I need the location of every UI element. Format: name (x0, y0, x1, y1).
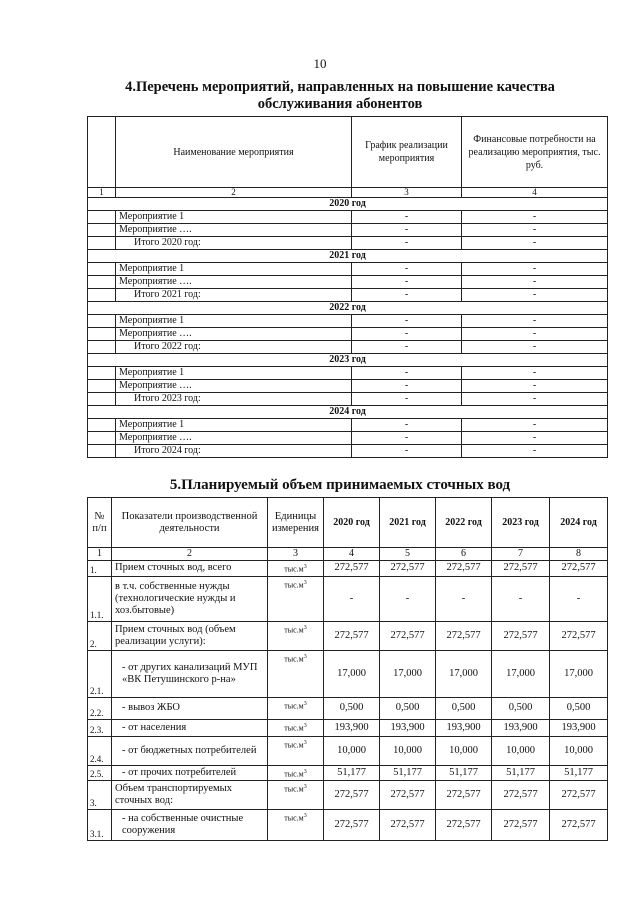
year-value: 272,577 (380, 561, 436, 577)
year-value: 272,577 (492, 561, 550, 577)
measure-finance: - (462, 419, 608, 432)
header-schedule: График реализации мероприятия (352, 117, 462, 188)
volume-col-numbers (88, 548, 608, 561)
unit-superscript: 3 (303, 813, 307, 820)
unit-text: тыс.м (284, 769, 304, 779)
year-value: 272,577 (380, 621, 436, 650)
year-value: 193,900 (550, 719, 608, 736)
row-blank (88, 328, 116, 341)
measure-name: Мероприятие 1 (116, 419, 352, 432)
measure-name: Мероприятие 1 (116, 367, 352, 380)
volume-row (88, 576, 608, 621)
measure-schedule: - (352, 328, 462, 341)
measure-schedule: - (352, 224, 462, 237)
unit-text: тыс.м (284, 654, 304, 664)
measure-schedule: - (352, 289, 462, 302)
year-value: 272,577 (550, 621, 608, 650)
row-number: 3.1. (88, 810, 112, 841)
measure-row (88, 315, 608, 328)
unit-cell (268, 765, 324, 781)
year-value: 17,000 (550, 650, 608, 697)
year-label: 2024 год (88, 406, 608, 419)
volume-row (88, 765, 608, 781)
measure-finance: - (462, 445, 608, 458)
measure-row (88, 367, 608, 380)
header-no: № п/п (88, 498, 112, 548)
row-blank (88, 367, 116, 380)
measure-row (88, 445, 608, 458)
volume-row (88, 650, 608, 697)
year-value: 17,000 (436, 650, 492, 697)
measure-name: Итого 2024 год: (116, 445, 352, 458)
unit-text: тыс.м (284, 625, 304, 635)
section5-title: 5.Планируемый объем принимаемых сточных вод (169, 477, 511, 493)
measure-schedule: - (352, 237, 462, 250)
col-number: 1 (88, 188, 116, 198)
year-value: 10,000 (380, 736, 436, 765)
row-blank (88, 393, 116, 406)
row-blank (88, 419, 116, 432)
unit-cell (268, 650, 324, 697)
col-number: 7 (492, 548, 550, 561)
unit-cell (268, 576, 324, 621)
year-group-row (88, 198, 608, 211)
unit-superscript: 3 (303, 653, 307, 660)
measure-name: Итого 2022 год: (116, 341, 352, 354)
header-year: 2024 год (550, 498, 608, 548)
measure-row (88, 237, 608, 250)
year-value: 272,577 (436, 810, 492, 841)
year-value: 272,577 (324, 810, 380, 841)
year-group-row (88, 406, 608, 419)
row-number: 1.1. (88, 576, 112, 621)
measure-schedule: - (352, 367, 462, 380)
unit-superscript: 3 (303, 739, 307, 746)
indicator-name: в т.ч. собственные нужды (технологические нужды и хоз.бытовые) (112, 576, 268, 621)
measure-schedule: - (352, 445, 462, 458)
year-value: 272,577 (550, 561, 608, 577)
year-value: 0,500 (324, 697, 380, 719)
measure-name: Мероприятие …. (116, 276, 352, 289)
header-year: 2023 год (492, 498, 550, 548)
year-group-row (88, 250, 608, 263)
measure-name: Мероприятие …. (116, 224, 352, 237)
measure-finance: - (462, 315, 608, 328)
indicator-name: Объем транспортируемых сточных вод: (112, 781, 268, 810)
section4-title-line2: обслуживания абонентов (257, 96, 423, 112)
row-number: 1. (88, 561, 112, 577)
year-group-row (88, 354, 608, 367)
year-value: - (380, 576, 436, 621)
indicator-name: - на собственные очистные сооружения (112, 810, 268, 841)
year-value: - (492, 576, 550, 621)
col-number: 5 (380, 548, 436, 561)
year-value: 272,577 (436, 781, 492, 810)
row-number: 2.3. (88, 719, 112, 736)
unit-superscript: 3 (303, 700, 307, 707)
row-blank (88, 380, 116, 393)
indicator-name: Прием сточных вод, всего (112, 561, 268, 577)
measure-schedule: - (352, 211, 462, 224)
year-value: 272,577 (324, 781, 380, 810)
row-number: 2.1. (88, 650, 112, 697)
header-year: 2022 год (436, 498, 492, 548)
measure-schedule: - (352, 393, 462, 406)
row-blank (88, 276, 116, 289)
measure-name: Мероприятие 1 (116, 263, 352, 276)
row-number: 3. (88, 781, 112, 810)
row-blank (88, 211, 116, 224)
year-value: 51,177 (550, 765, 608, 781)
year-value: 272,577 (550, 781, 608, 810)
year-value: 272,577 (492, 810, 550, 841)
unit-text: тыс.м (284, 784, 304, 794)
measure-row (88, 341, 608, 354)
section4-title (80, 79, 600, 113)
measure-finance: - (462, 276, 608, 289)
measure-finance: - (462, 393, 608, 406)
measure-name: Итого 2021 год: (116, 289, 352, 302)
measure-name: Мероприятие …. (116, 380, 352, 393)
measure-schedule: - (352, 380, 462, 393)
unit-superscript: 3 (303, 768, 307, 775)
year-value: 10,000 (550, 736, 608, 765)
year-value: 17,000 (492, 650, 550, 697)
measure-schedule: - (352, 419, 462, 432)
measure-name: Итого 2020 год: (116, 237, 352, 250)
year-value: - (324, 576, 380, 621)
measure-schedule: - (352, 276, 462, 289)
row-number: 2. (88, 621, 112, 650)
measure-name: Мероприятие …. (116, 432, 352, 445)
measure-row (88, 380, 608, 393)
row-blank (88, 263, 116, 276)
year-value: 0,500 (492, 697, 550, 719)
unit-superscript: 3 (303, 722, 307, 729)
unit-text: тыс.м (284, 813, 304, 823)
measure-name: Мероприятие 1 (116, 315, 352, 328)
indicator-name: - вывоз ЖБО (112, 697, 268, 719)
volume-row (88, 561, 608, 577)
volume-row (88, 810, 608, 841)
unit-cell (268, 736, 324, 765)
year-value: 0,500 (436, 697, 492, 719)
col-number: 3 (268, 548, 324, 561)
measure-schedule: - (352, 315, 462, 328)
year-group-row (88, 302, 608, 315)
row-blank (88, 237, 116, 250)
header-year: 2021 год (380, 498, 436, 548)
header-blank (88, 117, 116, 188)
measure-row (88, 289, 608, 302)
year-value: - (550, 576, 608, 621)
unit-superscript: 3 (303, 784, 307, 791)
indicator-name: - от других канализаций МУП «ВК Петушинского р-на» (112, 650, 268, 697)
measure-schedule: - (352, 432, 462, 445)
measure-finance: - (462, 341, 608, 354)
year-label: 2021 год (88, 250, 608, 263)
header-indicator: Показатели производственной деятельности (112, 498, 268, 548)
year-value: 51,177 (436, 765, 492, 781)
indicator-name: - от бюджетных потребителей (112, 736, 268, 765)
volume-row (88, 621, 608, 650)
header-year: 2020 год (324, 498, 380, 548)
measure-name: Мероприятие …. (116, 328, 352, 341)
row-number: 2.2. (88, 697, 112, 719)
unit-cell (268, 810, 324, 841)
measure-row (88, 419, 608, 432)
year-value: 272,577 (550, 810, 608, 841)
year-value: 193,900 (380, 719, 436, 736)
unit-text: тыс.м (284, 564, 304, 574)
measure-row (88, 328, 608, 341)
measure-name: Итого 2023 год: (116, 393, 352, 406)
measure-row (88, 393, 608, 406)
row-number: 2.5. (88, 765, 112, 781)
row-blank (88, 341, 116, 354)
year-value: 272,577 (436, 621, 492, 650)
measure-finance: - (462, 263, 608, 276)
indicator-name: - от прочих потребителей (112, 765, 268, 781)
measure-finance: - (462, 289, 608, 302)
year-value: 272,577 (324, 561, 380, 577)
measure-schedule: - (352, 263, 462, 276)
year-value: 51,177 (324, 765, 380, 781)
col-number: 3 (352, 188, 462, 198)
section4-title-line1: 4.Перечень мероприятий, направленных на повышение качества (125, 79, 555, 95)
col-number: 8 (550, 548, 608, 561)
row-blank (88, 432, 116, 445)
year-value: 51,177 (380, 765, 436, 781)
measure-finance: - (462, 224, 608, 237)
row-blank (88, 289, 116, 302)
unit-cell (268, 781, 324, 810)
year-value: 272,577 (380, 781, 436, 810)
year-value: - (436, 576, 492, 621)
measure-finance: - (462, 380, 608, 393)
year-value: 0,500 (550, 697, 608, 719)
year-value: 193,900 (492, 719, 550, 736)
indicator-name: Прием сточных вод (объем реализации услуги): (112, 621, 268, 650)
measure-name: Мероприятие 1 (116, 211, 352, 224)
col-number: 2 (112, 548, 268, 561)
measure-finance: - (462, 237, 608, 250)
year-value: 193,900 (436, 719, 492, 736)
measures-table-header (88, 117, 608, 188)
measure-finance: - (462, 211, 608, 224)
year-value: 272,577 (436, 561, 492, 577)
volume-table-header (88, 498, 608, 548)
year-label: 2020 год (88, 198, 608, 211)
unit-cell (268, 719, 324, 736)
year-value: 10,000 (436, 736, 492, 765)
year-value: 10,000 (492, 736, 550, 765)
measure-row (88, 263, 608, 276)
year-value: 10,000 (324, 736, 380, 765)
year-label: 2023 год (88, 354, 608, 367)
unit-superscript: 3 (303, 564, 307, 570)
unit-superscript: 3 (303, 579, 307, 586)
volume-row (88, 719, 608, 736)
measure-row (88, 224, 608, 237)
unit-cell (268, 561, 324, 577)
year-value: 272,577 (380, 810, 436, 841)
measure-finance: - (462, 367, 608, 380)
year-value: 51,177 (492, 765, 550, 781)
page-number: 10 (313, 56, 327, 71)
measure-row (88, 211, 608, 224)
year-value: 272,577 (324, 621, 380, 650)
unit-cell (268, 621, 324, 650)
measures-table (87, 116, 608, 458)
row-blank (88, 315, 116, 328)
volume-row (88, 697, 608, 719)
row-blank (88, 224, 116, 237)
year-value: 17,000 (380, 650, 436, 697)
measure-finance: - (462, 328, 608, 341)
volume-row (88, 736, 608, 765)
col-number: 6 (436, 548, 492, 561)
year-value: 0,500 (380, 697, 436, 719)
unit-cell (268, 697, 324, 719)
measure-row (88, 276, 608, 289)
col-number: 1 (88, 548, 112, 561)
col-number: 2 (116, 188, 352, 198)
wastewater-volume-table (87, 497, 608, 841)
year-value: 272,577 (492, 781, 550, 810)
header-unit: Единицы измерения (268, 498, 324, 548)
year-label: 2022 год (88, 302, 608, 315)
unit-text: тыс.м (284, 723, 304, 733)
measure-finance: - (462, 432, 608, 445)
unit-text: тыс.м (284, 701, 304, 711)
col-number: 4 (324, 548, 380, 561)
measures-col-numbers (88, 188, 608, 198)
unit-text: тыс.м (284, 740, 304, 750)
year-value: 17,000 (324, 650, 380, 697)
unit-text: тыс.м (284, 580, 304, 590)
measure-row (88, 432, 608, 445)
header-finance: Финансовые потребности на реализацию мероприятия, тыс. руб. (462, 117, 608, 188)
col-number: 4 (462, 188, 608, 198)
header-name: Наименование мероприятия (116, 117, 352, 188)
row-blank (88, 445, 116, 458)
indicator-name: - от населения (112, 719, 268, 736)
volume-row (88, 781, 608, 810)
measure-schedule: - (352, 341, 462, 354)
year-value: 272,577 (492, 621, 550, 650)
row-number: 2.4. (88, 736, 112, 765)
unit-superscript: 3 (303, 624, 307, 631)
year-value: 193,900 (324, 719, 380, 736)
